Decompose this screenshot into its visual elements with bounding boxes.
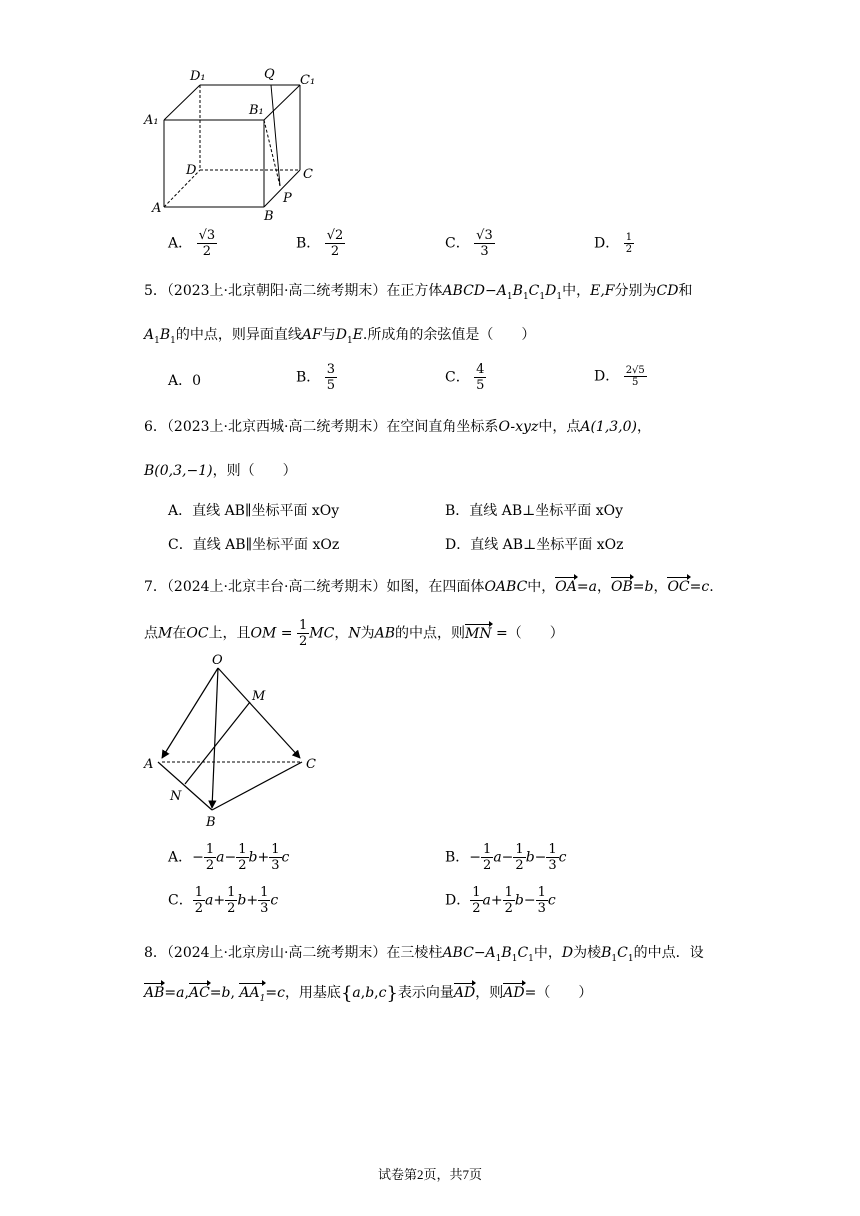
q8-line2: AB=a,AC=b, $AA_1=c$，用基底{a,b,c}表示向量AD，则AD=（ ） [144, 984, 592, 1008]
fraction: $\frac{2√5}{5}$ [625, 365, 645, 388]
q7-option-b[interactable]: B．− $\frac{1}{2}$ a− $\frac{1}{2}$ b− $\frac{1}{3}$ c [445, 842, 567, 873]
label-c: C [306, 757, 316, 772]
q5-option-d[interactable]: D． $\frac{2√5}{5}$ [594, 365, 645, 388]
q5-option-b[interactable]: B． $\frac{3}{5}$ [296, 362, 336, 393]
label-b: B [206, 815, 216, 830]
q8-line1: 8．（2024上·北京房山·高二统考期末）在三棱柱$ABC-A_1B_1C_1$中，D为棱$B_1C_1$的中点．设 [144, 945, 704, 964]
q7-option-c[interactable]: C． $\frac{1}{2}$ a+ $\frac{1}{2}$ b+ $\frac{1}{3}$ c [168, 885, 279, 916]
q5-line2: $A_1B_1$的中点，则异面直线AF与$D_1E$.所成角的余弦值是（ ） [144, 327, 536, 346]
q5-option-c[interactable]: C． $\frac{4}{5}$ [445, 362, 485, 393]
tetrahedron-figure [140, 652, 330, 832]
fraction: $\frac{1}{2}$ [625, 232, 633, 255]
label-a: A [152, 201, 162, 216]
label-o: O [212, 653, 223, 668]
label-a: A [144, 757, 154, 772]
q6-option-d[interactable]: D．直线 AB⊥坐标平面 xOz [445, 537, 624, 553]
q5-option-a[interactable]: A．0 [168, 373, 202, 389]
label-c1: C₁ [300, 73, 316, 88]
q6-line2: B(0,3,−1)，则（ ） [144, 463, 297, 479]
q5-line1: 5．（2023上·北京朝阳·高二统考期末）在正方体$ABCD-A_1B_1C_1D_1$中，E,F分别为CD和 [144, 283, 693, 302]
q4-option-d[interactable]: D． $\frac{1}{2}$ [594, 232, 633, 255]
q7-option-d[interactable]: D． $\frac{1}{2}$ a+ $\frac{1}{2}$ b− $\frac{1}{3}$ c [445, 885, 556, 916]
q7-line2: 点M在OC上，且OM = $\frac{1}{2}$ MC，N为AB的中点，则MN =（ ） [144, 618, 564, 649]
label-c: C [303, 167, 313, 182]
cube-figure [140, 62, 330, 222]
fraction: $\frac{3}{5}$ [326, 362, 336, 393]
q7-line1: 7．（2024上·北京丰台·高二统考期末）如图，在四面体OABC中，OA=a，OB=b，OC=c. [144, 579, 714, 595]
fraction: $\frac{√3}{3}$ [476, 228, 493, 259]
q4-option-a[interactable]: A． $\frac{√3}{2}$ [168, 228, 216, 259]
label-b: B [264, 209, 274, 222]
q4-option-b[interactable]: B． $\frac{√2}{2}$ [296, 228, 344, 259]
q6-option-c[interactable]: C．直线 AB∥坐标平面 xOz [168, 537, 340, 553]
label-d1: D₁ [190, 69, 206, 84]
fraction: $\frac{√3}{2}$ [198, 228, 216, 259]
q6-option-a[interactable]: A．直线 AB∥坐标平面 xOy [168, 503, 340, 519]
label-a1: A₁ [144, 113, 159, 128]
fraction: $\frac{4}{5}$ [476, 362, 485, 393]
label-q: Q [264, 67, 275, 82]
fraction: $\frac{1}{2}$ [299, 618, 308, 649]
label-n: N [170, 789, 182, 804]
q6-line1: 6．（2023上·北京西城·高二统考期末）在空间直角坐标系O-xyz中，点A(1,3,0)， [144, 419, 651, 435]
label-d: D [186, 163, 197, 178]
label-b1: B₁ [249, 103, 264, 118]
q7-option-a[interactable]: A．− $\frac{1}{2}$ a− $\frac{1}{2}$ b+ $\frac{1}{3}$ c [168, 842, 290, 873]
label-p: P [283, 191, 292, 206]
q6-option-b[interactable]: B．直线 AB⊥坐标平面 xOy [445, 503, 624, 519]
q4-option-c[interactable]: C． $\frac{√3}{3}$ [445, 228, 493, 259]
page-footer: 试卷第2页，共7页 [377, 1167, 482, 1182]
label-m: M [252, 689, 266, 704]
fraction: $\frac{√2}{2}$ [326, 228, 344, 259]
